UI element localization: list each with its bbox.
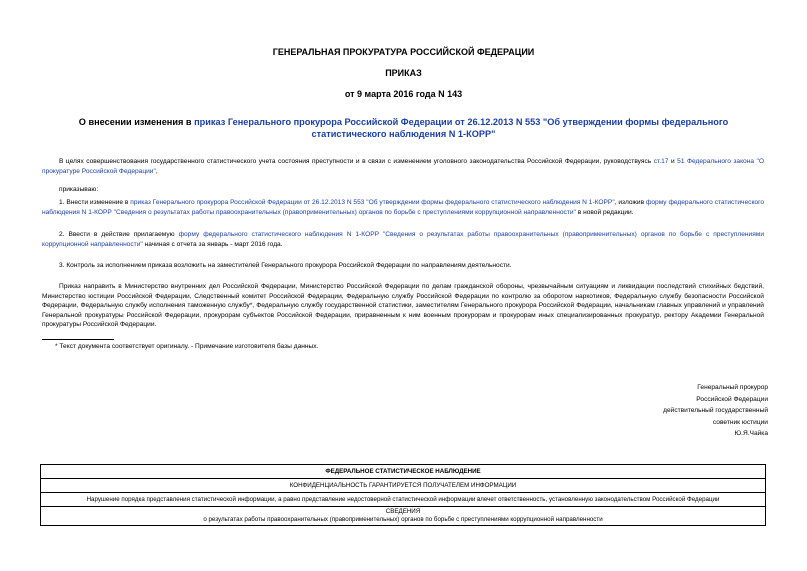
signature-name: Ю.Я.Чайка: [734, 430, 768, 437]
item-1-text-1: 1. Внести изменение в: [59, 199, 131, 206]
form-header-cell: ФЕДЕРАЛЬНОЕ СТАТИСТИЧЕСКОЕ НАБЛЮДЕНИЕ: [41, 465, 766, 479]
intro-text-1: В целях совершенствования государственного статистического учета состояния преступности и в связи с изменением уголовного законодательства Российской Федерации, руководствуясь: [59, 158, 654, 165]
item-1-text-2: , изложив: [614, 199, 646, 206]
confidentiality-cell: КОНФИДЕНЦИАЛЬНОСТЬ ГАРАНТИРУЕТСЯ ПОЛУЧАТЕЛЕМ ИНФОРМАЦИИ: [41, 479, 766, 493]
report-title-cell: [41, 507, 766, 526]
document-title: [45, 116, 762, 140]
signature-line-1: Генеральный прокурор: [697, 384, 768, 391]
signature-line-2: Российской Федерации: [696, 395, 768, 403]
item-1-text-3: в новой редакции.: [575, 208, 634, 216]
signature-line-4: советник юстиции: [712, 418, 768, 426]
item-1-paragraph: [42, 198, 764, 217]
document-title-prefix: О внесении изменения в: [78, 117, 195, 127]
item-2-text-2: начиная с отчета за январь - март 2016 года.: [142, 240, 283, 248]
footnote: * Текст документа соответствует оригиналу. - Примечание изготовителя базы данных.: [55, 343, 319, 350]
order-word: приказываю:: [59, 186, 99, 193]
document-type-heading: ПРИКАЗ: [385, 68, 422, 78]
statistical-form-table: [40, 464, 766, 526]
signature-block: [663, 382, 768, 440]
intro-paragraph: [42, 157, 764, 176]
table-row: [41, 465, 766, 479]
intro-link-article-51[interactable]: 51 Федерального закона "О прокуратуре Российской Федерации": [42, 158, 765, 175]
intro-text-2: и: [668, 158, 678, 165]
document-title-link[interactable]: приказ Генерального прокурора Российской Федерации от 26.12.2013 N 553 "Об утверждении формы федерального статистического наблюдения N 1-КОРР": [194, 117, 729, 139]
table-row: [41, 479, 766, 493]
table-row: [41, 493, 766, 507]
distribution-paragraph: Приказ направить в Министерство внутренних дел Российской Федерации, Министерство Российской Федерации по делам гражданской обороны, чрезвычайным ситуациям и ликвидации последствий стихийных бедствий, Министерство юстиции Российской Федерации, Следственный комитет Российской Федерации, Федеральную службу Российской Федерации по контролю за оборотом наркотиков, Федеральную службу безопасности Российской Федерации, Федеральную службу исполнения таможенную службу*, Федеральную службу государственной статистики, заместителям Генерального прокурора Российской Федерации, начальникам главных управлений и управлений Генеральной прокуратуры Российской Федерации, прокурорам субъектов Российской Федерации, приравненным к ним военным прокурорам и прокурорам иных специализированных прокуратур, ректору Академии Генеральной прокуратуры Российской Федерации.: [42, 283, 764, 328]
intro-text-3: ,: [155, 167, 158, 175]
table-row: [41, 507, 766, 526]
item-2-paragraph: [42, 230, 764, 249]
liability-notice-cell: Нарушение порядка представления статистической информации, а равно представление недостоверной статистической информации влечет ответственность, установленную законодательством Российской Федерации: [41, 493, 766, 507]
item-1-order-link[interactable]: приказ Генерального прокурора Российской Федерации от 26.12.2013 N 553 "Об утверждении формы федерального статистического наблюдения N 1-КОРР": [130, 199, 615, 206]
item-1-form-link[interactable]: форму федерального статистического наблюдения N 1-КОРР "Сведения о результатах работы правоохранительных (правоприменительных) органов по борьбе с преступлениями коррупционной направленности": [42, 199, 765, 216]
signature-line-3: действительный государственный: [663, 407, 768, 414]
item-3-paragraph: 3. Контроль за исполнением приказа возложить на заместителей Генерального прокурора Российской Федерации по направлениям деятельности.: [59, 262, 512, 269]
footnote-divider: [42, 339, 114, 340]
intro-link-article-17[interactable]: ст.17: [653, 158, 669, 165]
document-date: от 9 марта 2016 года N 143: [344, 89, 463, 99]
report-title: СВЕДЕНИЯ: [385, 508, 421, 515]
item-2-form-link[interactable]: форму федерального статистического наблюдения N 1-КОРР "Сведения о результатах работы правоохранительных (правоприменительных) органов по борьбе с преступлениями коррупционной направленности": [42, 231, 764, 248]
item-2-text-1: 2. Ввести в действие прилагаемую: [59, 231, 179, 238]
organization-heading: ГЕНЕРАЛЬНАЯ ПРОКУРАТУРА РОССИЙСКОЙ ФЕДЕРАЦИИ: [272, 47, 535, 57]
report-subtitle: о результатах работы правоохранительных (правоприменительных) органов по борьбе с преступлениями коррупционной направленности: [203, 516, 603, 523]
